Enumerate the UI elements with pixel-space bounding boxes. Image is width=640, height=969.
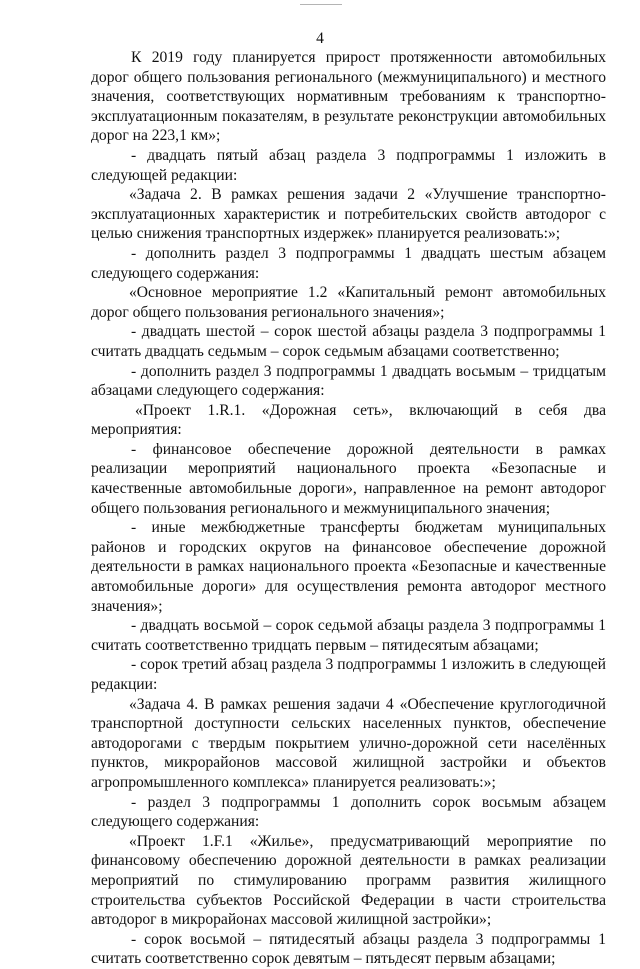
paragraph: «Задача 2. В рамках решения задачи 2 «Улучшение транспортно-эксплуатационных характеристик и потребительских свойств автодорог с целью снижения транспортных издержек» планируется реализовать:»; — [91, 186, 606, 243]
paragraph: К 2019 году планируется прирост протяженности автомобильных дорог общего пользования регионального (межмуниципального) и местного значения, соответствующих нормативным требованиям к транспортно-эксплуатационным показателям, в результате реконструкции автомобильных дорог на 223,1 км»; — [91, 49, 606, 145]
paragraph: - дополнить раздел 3 подпрограммы 1 двадцать восьмым – тридцатым абзацами следующего содержания: — [91, 362, 606, 400]
page-number: 4 — [316, 30, 324, 47]
paragraph: «Основное мероприятие 1.2 «Капитальный ремонт автомобильных дорог общего пользования регионального значения»; — [91, 284, 606, 321]
paragraph: «Проект 1.F.1 «Жилье», предусматривающий мероприятие по финансовому обеспечению дорожной деятельности в рамках реализации мероприятий по стимулированию программ развития жилищного строительства субъектов Российской Федерации в части строительства автодорог в микрорайонах массовой жилищной застройки»; — [91, 832, 606, 929]
paragraph: - сорок восьмой – пятидесятый абзацы раздела 3 подпрограммы 1 считать соответственно сорок девятым – пятьдесят первым абзацами; — [91, 930, 606, 968]
paragraph: «Задача 4. В рамках решения задачи 4 «Обеспечение круглогодичной транспортной доступности сельских населенных пунктов, обеспечение автодорогами с твердым покрытием улично-дорожной сети населённых пунктов, микрорайонов массовой жилищной застройки и объектов агропромышленного комплекса» планируется реализовать:»; — [91, 695, 606, 791]
paragraph: «Проект 1.R.1. «Дорожная сеть», включающий в себя два мероприятия: — [91, 401, 606, 439]
paragraph: - двадцать шестой – сорок шестой абзацы раздела 3 подпрограммы 1 считать двадцать седьмым – сорок седьмым абзацами соответственно; — [91, 323, 606, 360]
scan-artifact — [300, 0, 342, 5]
paragraph: - иные межбюджетные трансферты бюджетам муниципальных районов и городских округов на финансовое обеспечение дорожной деятельности в рамках национального проекта «Безопасные и качественные автомобильные дороги» для осуществления ремонта автодорог местного значения»; — [91, 519, 606, 615]
paragraph: - сорок третий абзац раздела 3 подпрограммы 1 изложить в следующей редакции: — [91, 656, 606, 693]
paragraph: - двадцать восьмой – сорок седьмой абзацы раздела 3 подпрограммы 1 считать соответственно тридцать первым – пятидесятым абзацами; — [91, 617, 606, 654]
paragraph: - двадцать пятый абзац раздела 3 подпрограммы 1 изложить в следующей редакции: — [91, 146, 606, 184]
document-body — [91, 48, 606, 969]
paragraph: - дополнить раздел 3 подпрограммы 1 двадцать шестым абзацем следующего содержания: — [91, 244, 606, 282]
paragraph: - финансовое обеспечение дорожной деятельности в рамках реализации мероприятий национального проекта «Безопасные и качественные автомобильные дороги», направленное на ремонт автодорог общего пользования регионального и межмуниципального значения; — [91, 440, 606, 517]
paragraph: - раздел 3 подпрограммы 1 дополнить сорок восьмым абзацем следующего содержания: — [91, 793, 606, 831]
